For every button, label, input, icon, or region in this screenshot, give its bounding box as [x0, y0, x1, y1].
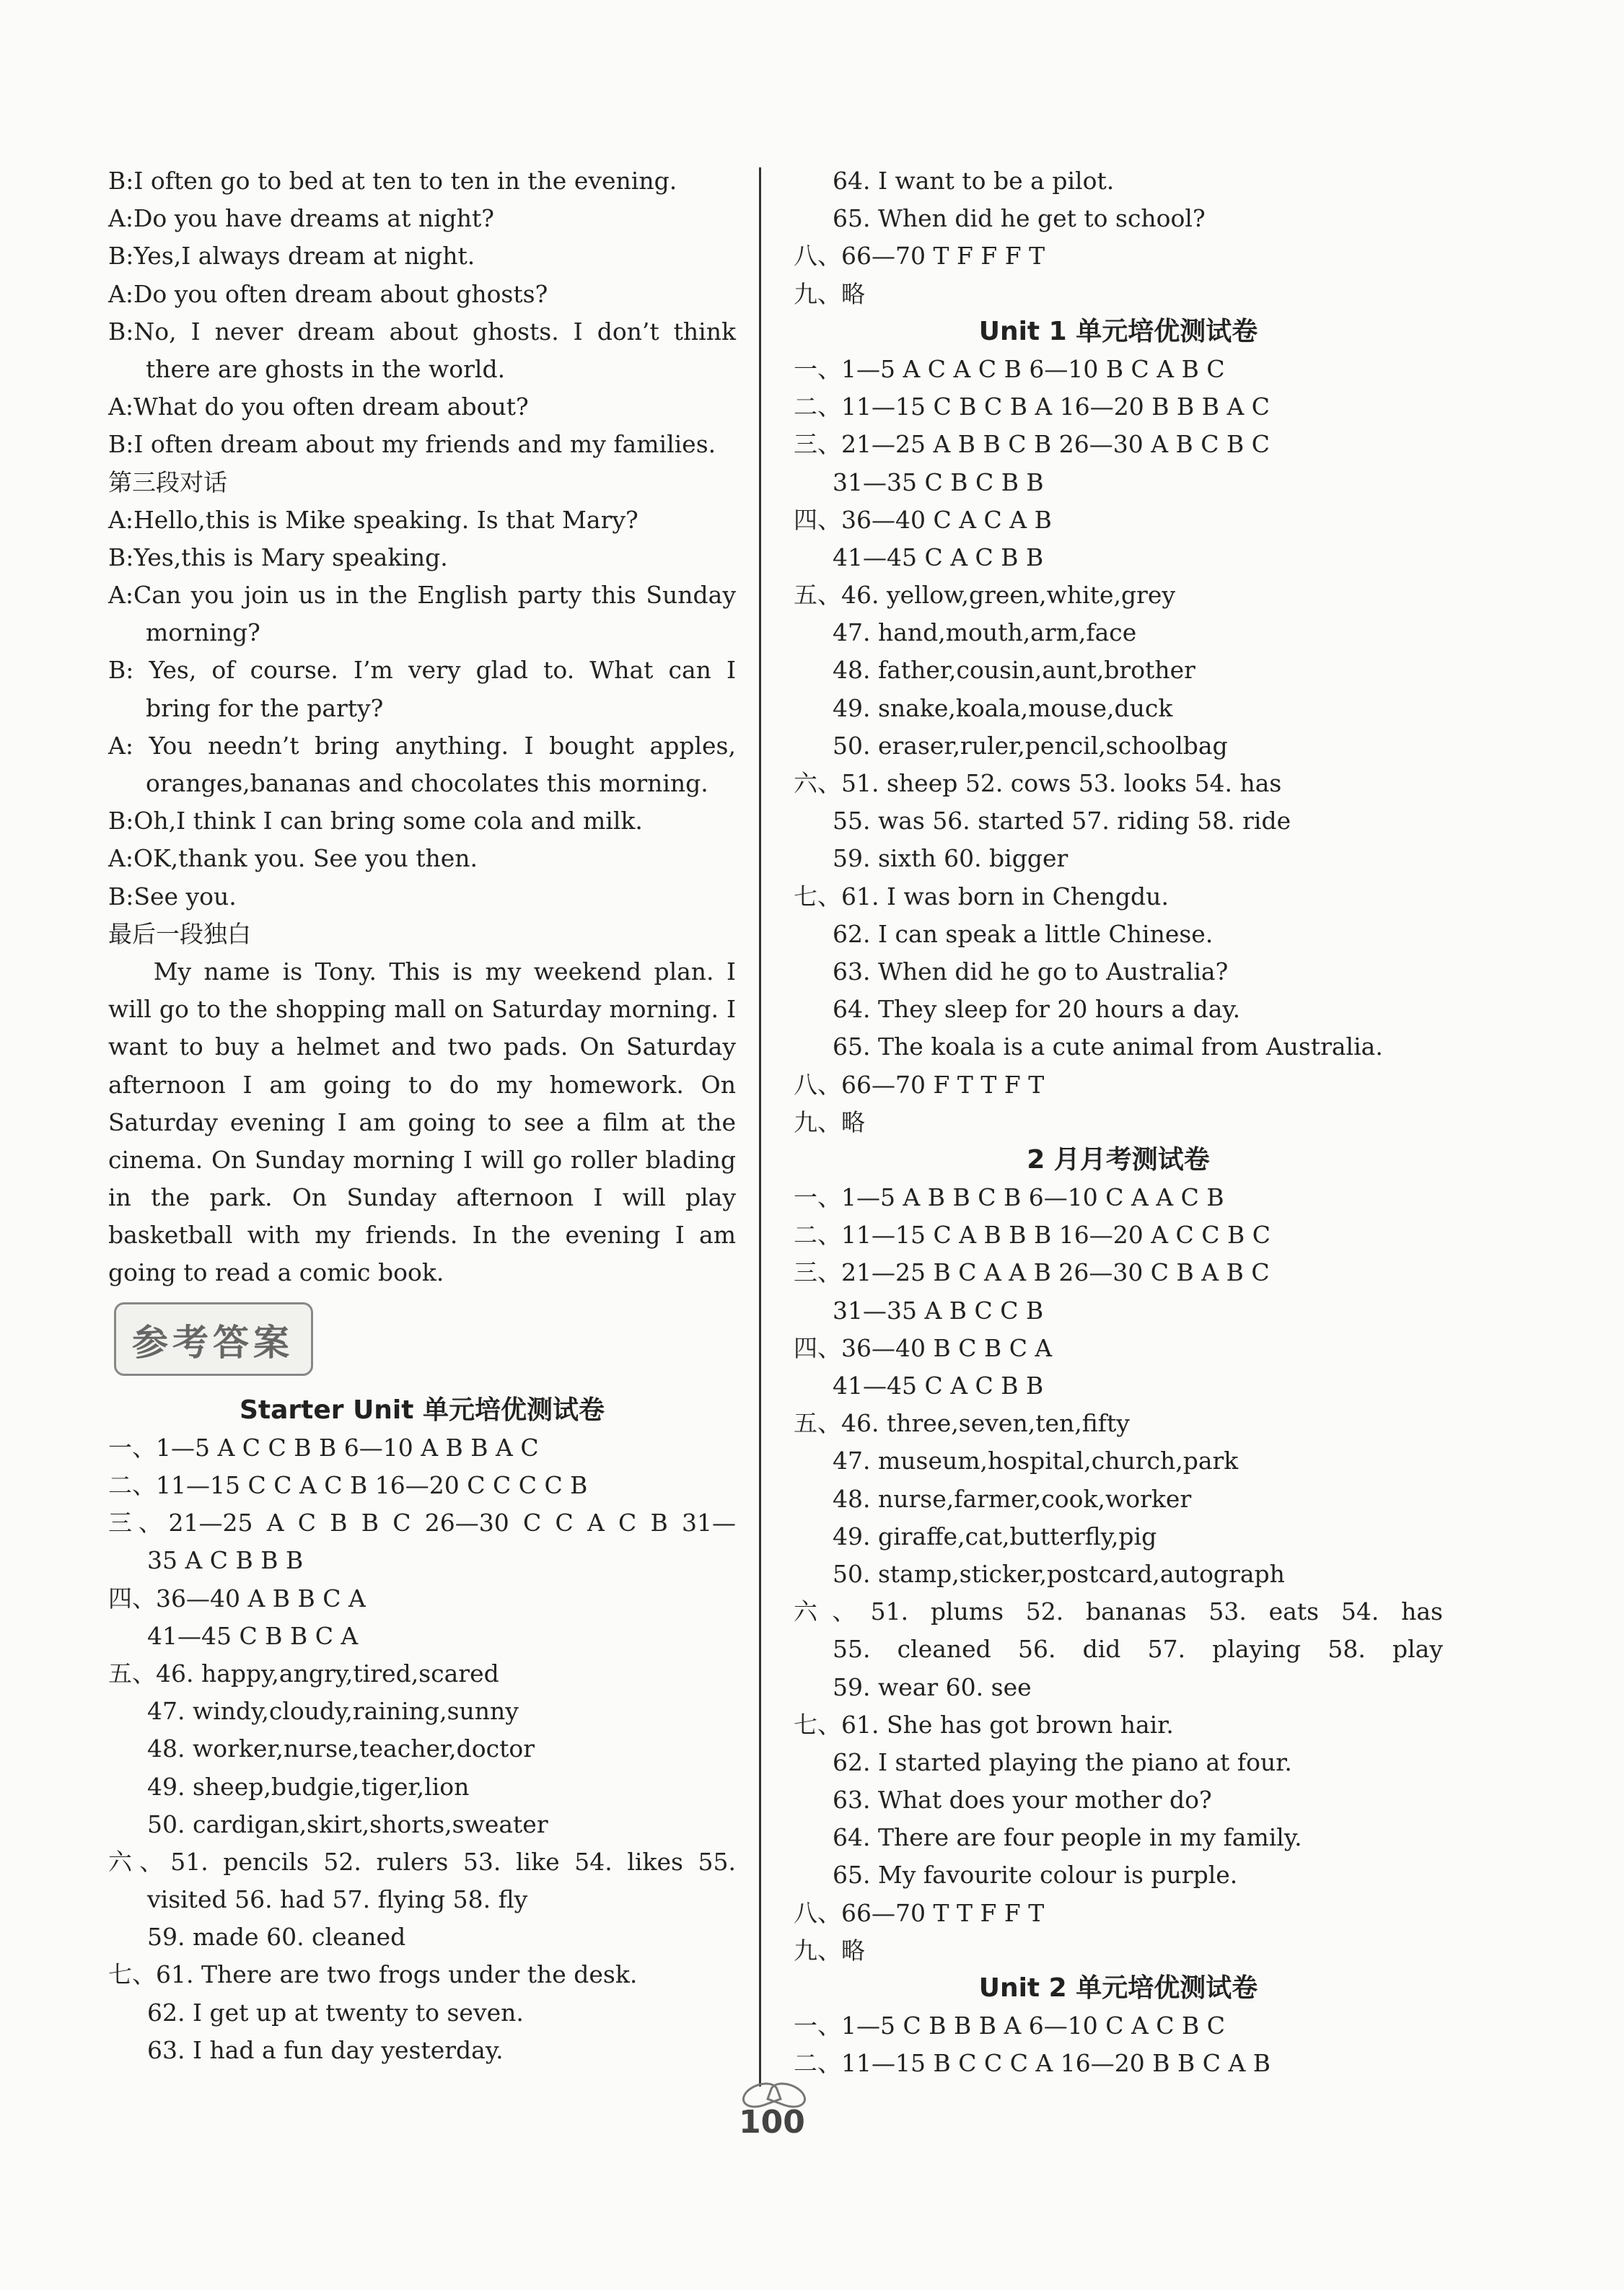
text-line: A: You needn’t bring anything. I bought apples, — [108, 731, 736, 760]
text-line: A:Can you join us in the English party this Sunday — [108, 581, 736, 610]
text-line: going to read a comic book. — [108, 1258, 444, 1287]
text-line: 64. There are four people in my family. — [833, 1823, 1302, 1852]
text-line: 八、66—70 F T T F T — [794, 1070, 1045, 1099]
text-line: 64. I want to be a pilot. — [833, 167, 1115, 195]
text-line: 五、46. happy,angry,tired,scared — [108, 1659, 499, 1688]
text-line: 59. wear 60. see — [833, 1672, 1032, 1701]
text-line: oranges,bananas and chocolates this morning. — [146, 769, 708, 797]
text-line: 八、66—70 T F F F T — [794, 242, 1045, 271]
text-line: 65. The koala is a cute animal from Australia. — [833, 1032, 1383, 1061]
text-line: 六、51. plums 52. bananas 53. eats 54. has — [794, 1597, 1443, 1626]
text-line: 七、61. She has got brown hair. — [794, 1710, 1174, 1739]
text-line: B:I often dream about my friends and my families. — [108, 430, 716, 459]
text-line: 50. eraser,ruler,pencil,schoolbag — [833, 731, 1228, 760]
text-line: 65. When did he get to school? — [833, 204, 1206, 233]
text-line: afternoon I am going to do my homework. On — [108, 1070, 736, 1099]
text-line: 四、36—40 A B B C A — [108, 1584, 366, 1613]
text-line: 59. sixth 60. bigger — [833, 844, 1068, 873]
text-line: B:I often go to bed at ten to ten in the evening. — [108, 167, 677, 195]
text-line: B:See you. — [108, 882, 237, 911]
banner-title: 参考答案 — [132, 1320, 294, 1364]
text-line: 九、略 — [794, 1107, 865, 1136]
text-line: B:Yes,this is Mary speaking. — [108, 543, 448, 571]
text-line: 64. They sleep for 20 hours a day. — [833, 995, 1241, 1024]
text-line: B: Yes, of course. I’m very glad to. What can I — [108, 656, 736, 685]
text-line: My name is Tony. This is my weekend plan. I — [153, 957, 736, 986]
text-line: 一、1—5 A C C B B 6—10 A B B A C — [108, 1433, 539, 1462]
text-line: morning? — [146, 618, 260, 647]
right-column — [794, 162, 1443, 2083]
section-heading: Unit 2 单元培优测试卷 — [978, 1973, 1258, 2003]
text-line: B:No, I never dream about ghosts. I don’t think — [108, 317, 736, 346]
text-line: 50. stamp,sticker,postcard,autograph — [833, 1559, 1285, 1588]
text-line: basketball with my friends. In the evening I am — [108, 1221, 736, 1250]
text-line: A:OK,thank you. See you then. — [108, 844, 478, 873]
text-line: 九、略 — [794, 1936, 865, 1965]
text-line: 41—45 C B B C A — [147, 1621, 359, 1650]
text-line: 31—35 C B C B B — [833, 468, 1044, 496]
text-line: 八、66—70 T T F F T — [794, 1898, 1045, 1927]
text-line: 六、51. pencils 52. rulers 53. like 54. likes 55. — [108, 1847, 736, 1876]
text-line: 63. I had a fun day yesterday. — [147, 2035, 504, 2064]
text-line: 四、36—40 C A C A B — [794, 505, 1052, 534]
text-line: 41—45 C A C B B — [833, 1372, 1044, 1400]
text-line: in the park. On Sunday afternoon I will play — [108, 1183, 736, 1212]
text-line: 一、1—5 A B B C B 6—10 C A A C B — [794, 1183, 1224, 1212]
section-heading: Unit 1 单元培优测试卷 — [978, 316, 1258, 346]
text-line: want to buy a helmet and two pads. On Saturday — [108, 1032, 736, 1061]
text-line: 五、46. yellow,green,white,grey — [794, 581, 1176, 610]
text-line: 35 A C B B B — [147, 1546, 304, 1575]
text-line: 31—35 A B C C B — [833, 1296, 1044, 1325]
text-line: 七、61. There are two frogs under the desk. — [108, 1960, 638, 1989]
text-line: A:Hello,this is Mike speaking. Is that Mary? — [108, 505, 638, 534]
left-column — [108, 162, 736, 2069]
text-line: 63. What does your mother do? — [833, 1786, 1212, 1815]
text-line: A:Do you have dreams at night? — [108, 204, 494, 233]
text-line: 48. nurse,farmer,cook,worker — [833, 1484, 1192, 1513]
text-line: 48. worker,nurse,teacher,doctor — [147, 1734, 535, 1763]
text-line: 七、61. I was born in Chengdu. — [794, 882, 1169, 911]
page-number: 100 — [739, 2104, 805, 2141]
text-line: 一、1—5 C B B B A 6—10 C A C B C — [794, 2012, 1226, 2040]
text-line: 六、51. sheep 52. cows 53. looks 54. has — [794, 769, 1282, 797]
text-line: 48. father,cousin,aunt,brother — [833, 656, 1195, 685]
text-line: 三、21—25 B C A A B 26—30 C B A B C — [794, 1258, 1270, 1287]
text-line: 50. cardigan,skirt,shorts,sweater — [147, 1809, 548, 1838]
text-line: 65. My favourite colour is purple. — [833, 1861, 1238, 1890]
text-line: 九、略 — [794, 279, 865, 308]
text-line: 47. museum,hospital,church,park — [833, 1447, 1239, 1475]
text-line: 二、11—15 C B C B A 16—20 B B B A C — [794, 392, 1270, 421]
text-line: 41—45 C A C B B — [833, 543, 1044, 571]
text-line: Saturday evening I am going to see a film at the — [108, 1107, 736, 1136]
text-line: 55. cleaned 56. did 57. playing 58. play — [833, 1635, 1443, 1664]
text-line: 二、11—15 C A B B B 16—20 A C C B C — [794, 1221, 1271, 1250]
section-heading: 2 月月考测试卷 — [1027, 1144, 1210, 1175]
text-line: 三、21—25 A C B B C 26—30 C C A C B 31— — [108, 1509, 736, 1537]
text-line: 62. I get up at twenty to seven. — [147, 1998, 524, 2027]
text-line: 二、11—15 C C A C B 16—20 C C C C B — [108, 1471, 588, 1499]
text-line: 五、46. three,seven,ten,fifty — [794, 1409, 1130, 1438]
text-line: B:Yes,I always dream at night. — [108, 242, 475, 271]
text-line: 一、1—5 A C A C B 6—10 B C A B C — [794, 354, 1225, 383]
text-line: 47. hand,mouth,arm,face — [833, 618, 1137, 647]
text-line: cinema. On Sunday morning I will go roller blading — [108, 1145, 736, 1174]
text-line: B:Oh,I think I can bring some cola and milk. — [108, 807, 643, 835]
text-line: A:Do you often dream about ghosts? — [108, 279, 548, 308]
text-line: 二、11—15 B C C C A 16—20 B B C A B — [794, 2049, 1271, 2078]
text-line: 49. giraffe,cat,butterfly,pig — [833, 1522, 1157, 1550]
text-line: 三、21—25 A B B C B 26—30 A B C B C — [794, 430, 1270, 459]
column-divider — [759, 167, 761, 2087]
answer-key-banner — [108, 1298, 317, 1379]
text-line: 63. When did he go to Australia? — [833, 957, 1229, 986]
section-heading: Starter Unit 单元培优测试卷 — [239, 1395, 605, 1425]
text-line: 49. snake,koala,mouse,duck — [833, 693, 1173, 722]
text-line: visited 56. had 57. flying 58. fly — [147, 1885, 528, 1914]
text-line: A:What do you often dream about? — [108, 392, 529, 421]
text-line: bring for the party? — [146, 693, 384, 722]
page-number-badge — [714, 2078, 830, 2164]
text-line: 最后一段独白 — [108, 919, 251, 948]
text-line: 四、36—40 B C B C A — [794, 1333, 1053, 1362]
text-line: 47. windy,cloudy,raining,sunny — [147, 1697, 519, 1726]
text-line: will go to the shopping mall on Saturday morning. I — [108, 995, 736, 1024]
text-line: 62. I can speak a little Chinese. — [833, 919, 1213, 948]
text-line: 62. I started playing the piano at four. — [833, 1747, 1292, 1776]
text-line: 59. made 60. cleaned — [147, 1923, 406, 1952]
text-line: 55. was 56. started 57. riding 58. ride — [833, 807, 1291, 835]
text-line: there are ghosts in the world. — [146, 354, 506, 383]
text-line: 第三段对话 — [108, 468, 227, 496]
text-line: 49. sheep,budgie,tiger,lion — [147, 1772, 470, 1801]
